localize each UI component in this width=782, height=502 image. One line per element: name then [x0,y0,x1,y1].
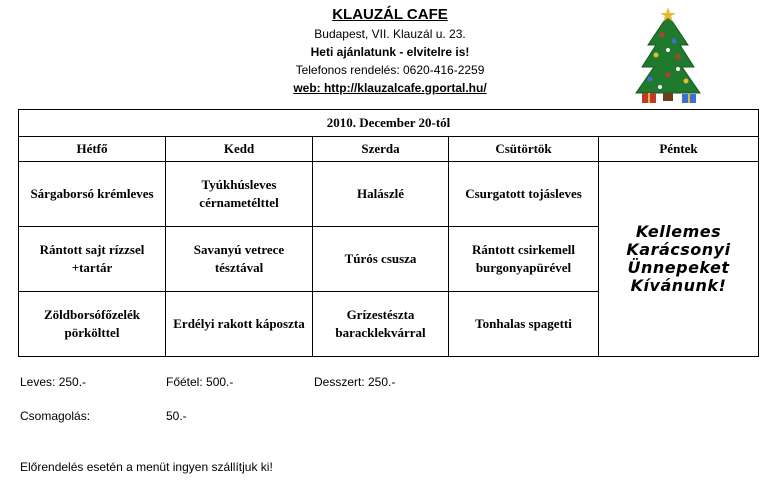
dish-cell: Halászlé [313,162,449,227]
dish-cell: Erdélyi rakott káposzta [166,292,313,357]
greeting-line: Kellemes [635,222,722,241]
greeting-line: Karácsonyi [626,240,731,259]
header [200,5,580,97]
dish-cell: Tyúkhúsleves cérnametélttel [166,162,313,227]
dessert-price: Desszert: 250.- [314,375,396,389]
day-header-thursday: Csütörtök [449,137,599,162]
dish-cell: Rántott csirkemell burgonyapürével [449,227,599,292]
day-header-wednesday: Szerda [313,137,449,162]
packaging-label: Csomagolás: [20,409,91,423]
dish-cell: Savanyú vetrece tésztával [166,227,313,292]
menu-period: 2010. December 20-tól [19,110,759,137]
packaging-price: 50.- [166,409,187,423]
dish-cell: Túrós csusza [313,227,449,292]
friday-greeting [599,162,759,357]
day-header-monday: Hétfő [19,137,166,162]
main-price: Főétel: 500.- [166,375,234,389]
greeting-line: Ünnepeket [627,258,730,277]
day-header-tuesday: Kedd [166,137,313,162]
dish-cell: Grízestészta baracklekvárral [313,292,449,357]
greeting-line: Kívánunk! [630,276,727,295]
offer-line: Heti ajánlatunk - elvitelre is! [310,45,470,59]
phone-line: Telefonos rendelés: 0620-416-2259 [295,63,485,77]
dish-cell: Rántott sajt rízzsel +tartár [19,227,166,292]
soup-price: Leves: 250.- [20,375,87,389]
web-link[interactable]: web: http://klauzalcafe.gportal.hu/ [293,81,487,95]
day-header-friday: Péntek [599,137,759,162]
dish-cell: Sárgaborsó krémleves [19,162,166,227]
address: Budapest, VII. Klauzál u. 23. [314,27,466,41]
delivery-note: Előrendelés esetén a menüt ingyen szállítjuk ki! [20,460,273,474]
dish-cell: Csurgatott tojásleves [449,162,599,227]
weekly-menu-table [18,109,759,357]
dish-cell: Tonhalas spagetti [449,292,599,357]
dish-cell: Zöldborsófőzelék pörkölttel [19,292,166,357]
cafe-title: KLAUZÁL CAFE [332,6,448,23]
christmas-tree-icon [628,5,708,105]
